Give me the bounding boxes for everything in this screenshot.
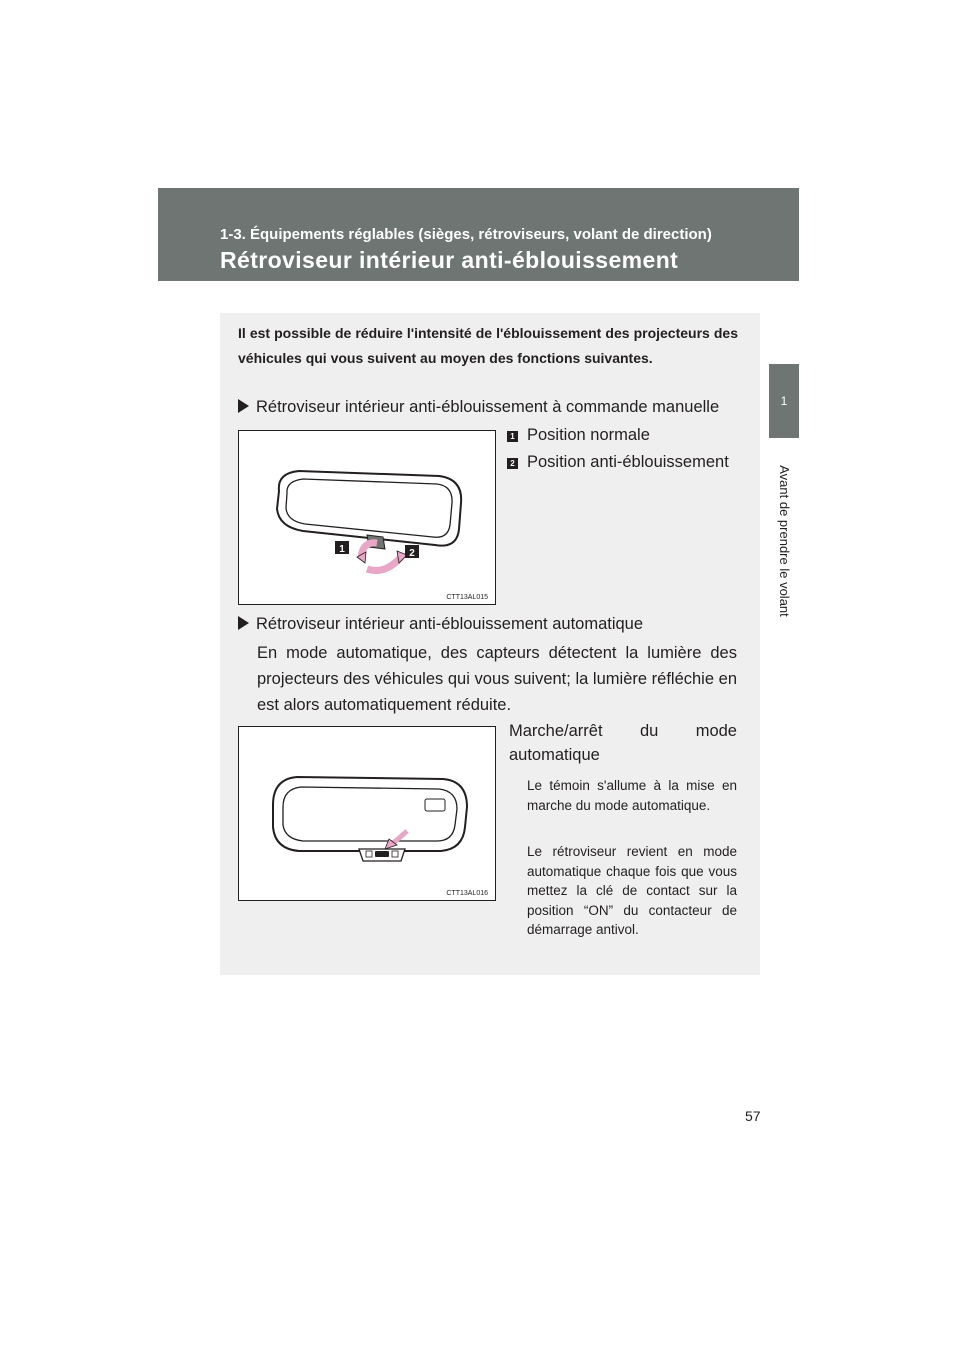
section-title: 1-3. Équipements réglables (sièges, rétroviseurs, volant de direction)	[220, 226, 712, 243]
legend-label-1: Position normale	[527, 426, 650, 444]
bullet-arrow-icon	[238, 616, 249, 630]
auto-description: En mode automatique, des capteurs détectent la lumière des projecteurs des véhicules qui vous suivent; la lumière réfléchie en est alors automatiquement réduite.	[257, 644, 737, 714]
figure-code: CTT13AL016	[446, 890, 488, 897]
content-panel	[220, 313, 760, 975]
bullet-arrow-icon	[238, 399, 249, 413]
auto-mode-label	[509, 719, 737, 767]
intro-text: Il est possible de réduire l'intensité de l'éblouissement des projecteurs des véhicules qui vous suivent au moyen des fonctions suivantes.	[238, 325, 738, 366]
auto-heading	[238, 615, 643, 634]
mode-word-1: Marche/arrêt	[509, 722, 603, 740]
auto-heading-text: Rétroviseur intérieur anti-éblouissement automatique	[256, 615, 644, 633]
number-2-icon: 2	[507, 458, 518, 469]
manual-mirror-figure	[238, 430, 496, 605]
chapter-label: Avant de prendre le volant	[777, 465, 792, 617]
legend-item-1	[507, 426, 650, 445]
manual-heading	[238, 398, 719, 417]
auto-mirror-illustration	[239, 727, 495, 900]
mode-word-4: automatique	[509, 746, 600, 764]
page-title: Rétroviseur intérieur anti-éblouissement	[220, 247, 679, 273]
figure-code: CTT13AL015	[446, 594, 488, 601]
svg-text:1: 1	[339, 544, 345, 555]
mode-word-2: du	[639, 722, 659, 740]
number-1-icon: 1	[507, 431, 518, 442]
manual-mirror-illustration	[239, 431, 495, 604]
legend-label-2: Position anti-éblouissement	[527, 453, 729, 471]
legend-item-2	[507, 453, 729, 472]
page-number: 57	[745, 1108, 761, 1124]
auto-mirror-figure	[238, 726, 496, 901]
auto-note-2: Le rétroviseur revient en mode automatique chaque fois que vous mettez la clé de contact sur la position “ON” du contacteur de démarrage antivol.	[527, 844, 737, 937]
svg-text:2: 2	[409, 548, 415, 559]
manual-heading-text: Rétroviseur intérieur anti-éblouissement à commande manuelle	[256, 398, 720, 416]
auto-note-1: Le témoin s'allume à la mise en marche du mode automatique.	[527, 778, 737, 813]
mode-word-3: mode	[695, 722, 737, 740]
chapter-header	[158, 188, 799, 281]
chapter-tab: 1	[769, 364, 799, 438]
